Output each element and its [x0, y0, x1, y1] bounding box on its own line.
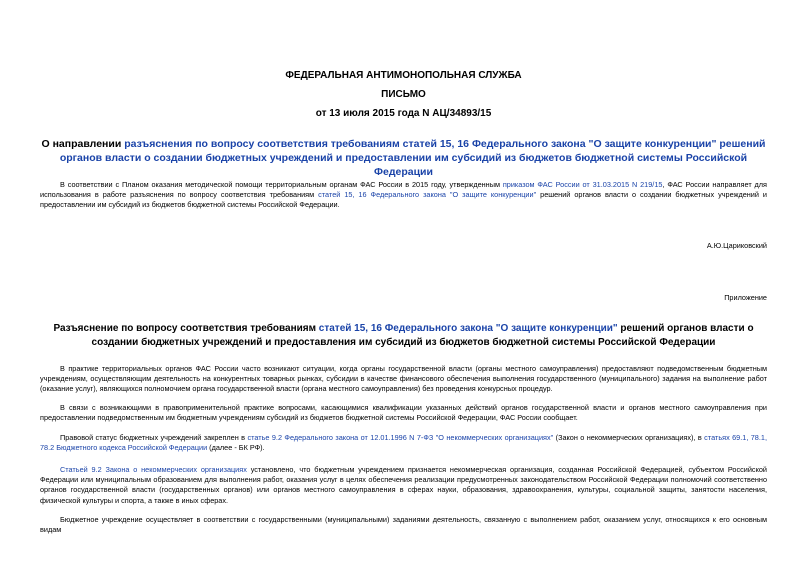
intro-link-order[interactable]: приказом ФАС России от 31.03.2015 N 219/15 [502, 180, 663, 189]
agency-heading: ФЕДЕРАЛЬНАЯ АНТИМОНОПОЛЬНАЯ СЛУЖБА [285, 70, 522, 81]
intro-link-law[interactable]: статей 15, 16 Федерального закона "О защите конкуренции" [318, 190, 537, 200]
intro-text-1: В соответствии с Планом оказания методической помощи территориальным органам ФАС России в 2015 году, утвержденным [60, 180, 503, 189]
appendix-title [40, 322, 767, 350]
paragraph-4 [40, 465, 767, 506]
title-link[interactable]: разъяснения по вопросу соответствия требованиям статей 15, 16 Федерального закона "О защите конкуренции" решений органов власти о создании бюджетных учреждений и предоставлении им субсидий из бюджетов бюджетной системы Российской Федерации [59, 138, 766, 178]
p3-text-2: (Закон о некоммерческих организациях), в [553, 433, 705, 442]
doc-type-heading: ПИСЬМО [381, 89, 426, 100]
p3-text-3: (далее - БК РФ). [207, 443, 265, 453]
appendix-title-text-2: решений органов власти о создании бюджетных учреждений и предоставления им субсидий из бюджетов бюджетной системы Российской Федерации [91, 323, 754, 348]
p4-text-1: установлено, что бюджетным учреждением признается некоммерческая организация, созданная Российской Федерацией, субъектом Российской Федерации или муниципальным образованием для выполнения работ, оказания услуг в целях обеспечения реализации предусмотренных законодательством Российской Федерации полномочий соответственно органов государственной власти (государственных органов) или органов местного самоуправления в сферах науки, образования, здравоохранения, культуры, социальной защиты, занятости населения, физической культуры и спорта, а также в иных сферах. [40, 465, 767, 505]
intro-paragraph [40, 180, 767, 211]
p4-link-article[interactable]: Статьей 9.2 Закона о некоммерческих организациях [60, 465, 247, 474]
appendix-title-link[interactable]: статей 15, 16 Федерального закона "О защите конкуренции" [318, 323, 618, 334]
letter-title [40, 137, 767, 179]
paragraph-2: В связи с возникающими в правоприменительной практике вопросами, касающимися квалификации указанных действий органов государственной власти и органов местного самоуправления при предоставлении подведомственным им бюджетным учреждениям субсидий из бюджетов бюджетной системы Российской Федерации, ФАС России сообщает. [40, 403, 767, 423]
p3-link-npo-law[interactable]: статье 9.2 Федерального закона от 12.01.1996 N 7-ФЗ "О некоммерческих организациях" [247, 433, 554, 442]
p3-link-budget-code[interactable]: статьях 69.1, 78.1, 78.2 Бюджетного кодекса Российской Федерации [40, 433, 767, 453]
paragraph-1: В практике территориальных органов ФАС России часто возникают ситуации, когда органы государственной власти (органы местного самоуправления) предоставляют подведомственным бюджетным учреждениям, осуществляющим деятельность на конкурентных товарных рынках, субсидии в качестве финансового обеспечения выполнения государственного (муниципального) задания на выполнение работ (оказание услуг), являющихся полномочием органа государственной власти (органа местного самоуправления) без проведения конкурсных процедур. [40, 364, 767, 394]
intro-text-2: , ФАС России направляет для использования в работе разъяснения по вопросу соответствия требованиям [40, 180, 767, 200]
title-prefix: О направлении [41, 138, 125, 150]
appendix-title-text-1: Разъяснение по вопросу соответствия требованиям [53, 323, 319, 334]
date-number-heading: от 13 июля 2015 года N АЦ/34893/15 [315, 108, 492, 119]
appendix-label: Приложение [724, 293, 767, 302]
paragraph-3 [40, 433, 767, 453]
intro-text-3: решений органов власти о создании бюджетных учреждений и предоставлении им субсидий из бюджетов бюджетной системы Российской Федерации. [40, 190, 768, 210]
paragraph-5: Бюджетное учреждение осуществляет в соответствии с государственными (муниципальными) заданиями деятельность, связанную с выполнением работ, оказанием услуг, относящихся к его основным видам [40, 515, 767, 535]
p3-text-1: Правовой статус бюджетных учреждений закреплен в [60, 433, 248, 442]
signature: А.Ю.Цариковский [706, 241, 767, 250]
